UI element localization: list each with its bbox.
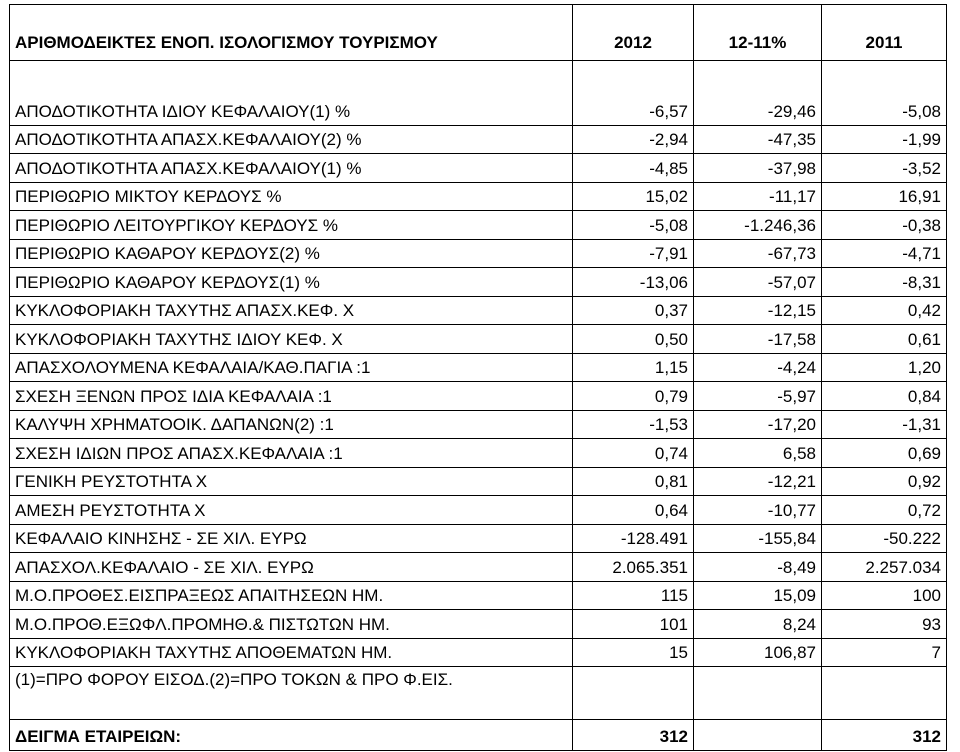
col-header-change: 12-11%	[694, 5, 822, 60]
row-label: ΑΠΑΣΧΟΛΟΥΜΕΝΑ ΚΕΦΑΛΑΙΑ/ΚΑΘ.ΠΑΓΙΑ :1	[9, 354, 573, 382]
value-2012: 115	[573, 582, 694, 610]
spacer-row	[9, 61, 947, 97]
value-2012: 15	[573, 639, 694, 667]
value-2011: 2.257.034	[822, 553, 947, 581]
value-change: 15,09	[694, 582, 822, 610]
table-title: ΑΡΙΘΜΟΔΕΙΚΤΕΣ ΕΝΟΠ. ΙΣΟΛΟΓΙΣΜΟΥ ΤΟΥΡΙΣΜΟΥ	[9, 5, 573, 60]
sample-label: ΔΕΙΓΜΑ ΕΤΑΙΡΕΙΩΝ:	[9, 720, 573, 750]
value-change: -12,15	[694, 297, 822, 325]
sample-2012: 312	[573, 720, 694, 750]
table-row	[9, 382, 947, 411]
table-row	[9, 525, 947, 554]
value-change: -67,73	[694, 240, 822, 268]
row-label: ΑΠΟΔΟΤΙΚΟΤΗΤΑ ΑΠΑΣΧ.ΚΕΦΑΛΑΙΟΥ(2) %	[9, 126, 573, 154]
value-change: -5,97	[694, 382, 822, 410]
value-2012: 0,74	[573, 439, 694, 467]
value-change: -29,46	[694, 97, 822, 125]
value-2012: -5,08	[573, 211, 694, 239]
table-row	[9, 610, 947, 639]
value-2012: -4,85	[573, 154, 694, 182]
value-2011: 93	[822, 610, 947, 638]
value-2012: -6,57	[573, 97, 694, 125]
value-2011: -4,71	[822, 240, 947, 268]
table-row	[9, 154, 947, 183]
table-body	[9, 97, 947, 667]
row-label: Μ.Ο.ΠΡΟΘΕΣ.ΕΙΣΠΡΑΞΕΩΣ ΑΠΑΙΤΗΣΕΩΝ ΗΜ.	[9, 582, 573, 610]
row-label: ΚΥΚΛΟΦΟΡΙΑΚΗ ΤΑΧΥΤΗΣ ΑΠΑΣΧ.ΚΕΦ. Χ	[9, 297, 573, 325]
value-2011: 16,91	[822, 183, 947, 211]
value-2012: -7,91	[573, 240, 694, 268]
row-label: ΚΥΚΛΟΦΟΡΙΑΚΗ ΤΑΧΥΤΗΣ ΙΔΙΟΥ ΚΕΦ. Χ	[9, 325, 573, 353]
value-2011: 7	[822, 639, 947, 667]
value-change: 6,58	[694, 439, 822, 467]
table-row	[9, 97, 947, 126]
value-2011: -3,52	[822, 154, 947, 182]
value-2011: 0,69	[822, 439, 947, 467]
row-label: ΚΕΦΑΛΑΙΟ ΚΙΝΗΣΗΣ - ΣΕ ΧΙΛ. ΕΥΡΩ	[9, 525, 573, 553]
note-row	[9, 667, 947, 720]
value-change: -17,20	[694, 411, 822, 439]
value-change: -12,21	[694, 468, 822, 496]
row-label: ΣΧΕΣΗ ΙΔΙΩΝ ΠΡΟΣ ΑΠΑΣΧ.ΚΕΦΑΛΑΙΑ :1	[9, 439, 573, 467]
row-label: ΑΠΟΔΟΤΙΚΟΤΗΤΑ ΙΔΙΟΥ ΚΕΦΑΛΑΙΟΥ(1) %	[9, 97, 573, 125]
row-label: ΑΠΑΣΧΟΛ.ΚΕΦΑΛΑΙΟ - ΣΕ ΧΙΛ. ΕΥΡΩ	[9, 553, 573, 581]
value-change: -4,24	[694, 354, 822, 382]
row-label: ΑΠΟΔΟΤΙΚΟΤΗΤΑ ΑΠΑΣΧ.ΚΕΦΑΛΑΙΟΥ(1) %	[9, 154, 573, 182]
row-label: ΠΕΡΙΘΩΡΙΟ ΛΕΙΤΟΥΡΓΙΚΟΥ ΚΕΡΔΟΥΣ %	[9, 211, 573, 239]
value-change: 8,24	[694, 610, 822, 638]
table-row	[9, 411, 947, 440]
table-row	[9, 468, 947, 497]
value-2012: 0,37	[573, 297, 694, 325]
value-change: -10,77	[694, 496, 822, 524]
value-change: 106,87	[694, 639, 822, 667]
row-label: ΠΕΡΙΘΩΡΙΟ ΚΑΘΑΡΟΥ ΚΕΡΔΟΥΣ(1) %	[9, 268, 573, 296]
row-label: ΚΑΛΥΨΗ ΧΡΗΜΑΤΟΟΙΚ. ΔΑΠΑΝΩΝ(2) :1	[9, 411, 573, 439]
table-row	[9, 297, 947, 326]
ratios-table	[9, 4, 947, 751]
row-label: Μ.Ο.ΠΡΟΘ.ΕΞΩΦΛ.ΠΡΟΜΗΘ.& ΠΙΣΤΩΤΩΝ ΗΜ.	[9, 610, 573, 638]
value-2011: -8,31	[822, 268, 947, 296]
row-label: ΠΕΡΙΘΩΡΙΟ ΚΑΘΑΡΟΥ ΚΕΡΔΟΥΣ(2) %	[9, 240, 573, 268]
value-2011: 0,84	[822, 382, 947, 410]
table-row	[9, 183, 947, 212]
value-2011: -0,38	[822, 211, 947, 239]
value-2012: 101	[573, 610, 694, 638]
value-2011: 0,61	[822, 325, 947, 353]
table-row	[9, 553, 947, 582]
table-row	[9, 240, 947, 269]
footnote: (1)=ΠΡΟ ΦΟΡΟΥ ΕΙΣΟΔ.(2)=ΠΡΟ ΤΟΚΩΝ & ΠΡΟ Φ.ΕΙΣ.	[9, 667, 573, 719]
value-change: -11,17	[694, 183, 822, 211]
value-2012: 0,81	[573, 468, 694, 496]
value-2011: -5,08	[822, 97, 947, 125]
value-change: -1.246,36	[694, 211, 822, 239]
table-row	[9, 268, 947, 297]
value-2011: 0,72	[822, 496, 947, 524]
row-label: ΠΕΡΙΘΩΡΙΟ ΜΙΚΤΟΥ ΚΕΡΔΟΥΣ %	[9, 183, 573, 211]
col-header-2012: 2012	[573, 5, 694, 60]
value-2011: 100	[822, 582, 947, 610]
value-2011: -1,31	[822, 411, 947, 439]
table-row	[9, 496, 947, 525]
value-2012: -128.491	[573, 525, 694, 553]
value-2011: -1,99	[822, 126, 947, 154]
value-2011: -50.222	[822, 525, 947, 553]
value-2012: 0,50	[573, 325, 694, 353]
value-2012: 1,15	[573, 354, 694, 382]
value-change: -37,98	[694, 154, 822, 182]
value-change: -47,35	[694, 126, 822, 154]
value-2011: 0,92	[822, 468, 947, 496]
table-row	[9, 639, 947, 668]
value-2012: 0,64	[573, 496, 694, 524]
row-label: ΣΧΕΣΗ ΞΕΝΩΝ ΠΡΟΣ ΙΔΙΑ ΚΕΦΑΛΑΙΑ :1	[9, 382, 573, 410]
col-header-2011: 2011	[822, 5, 947, 60]
table-row	[9, 126, 947, 155]
table-row	[9, 582, 947, 611]
row-label: ΑΜΕΣΗ ΡΕΥΣΤΟΤΗΤΑ Χ	[9, 496, 573, 524]
value-change: -155,84	[694, 525, 822, 553]
table-row	[9, 325, 947, 354]
value-2012: -1,53	[573, 411, 694, 439]
row-label: ΓΕΝΙΚΗ ΡΕΥΣΤΟΤΗΤΑ Χ	[9, 468, 573, 496]
row-label: ΚΥΚΛΟΦΟΡΙΑΚΗ ΤΑΧΥΤΗΣ ΑΠΟΘΕΜΑΤΩΝ ΗΜ.	[9, 639, 573, 667]
value-2011: 0,42	[822, 297, 947, 325]
sample-row	[9, 720, 947, 751]
value-change: -57,07	[694, 268, 822, 296]
table-row	[9, 211, 947, 240]
value-2012: -2,94	[573, 126, 694, 154]
value-change: -8,49	[694, 553, 822, 581]
table-row	[9, 439, 947, 468]
value-2012: 2.065.351	[573, 553, 694, 581]
table-row	[9, 354, 947, 383]
value-2011: 1,20	[822, 354, 947, 382]
sample-2011: 312	[822, 720, 947, 750]
value-2012: 0,79	[573, 382, 694, 410]
value-2012: 15,02	[573, 183, 694, 211]
value-2012: -13,06	[573, 268, 694, 296]
value-change: -17,58	[694, 325, 822, 353]
header-row	[9, 4, 947, 61]
